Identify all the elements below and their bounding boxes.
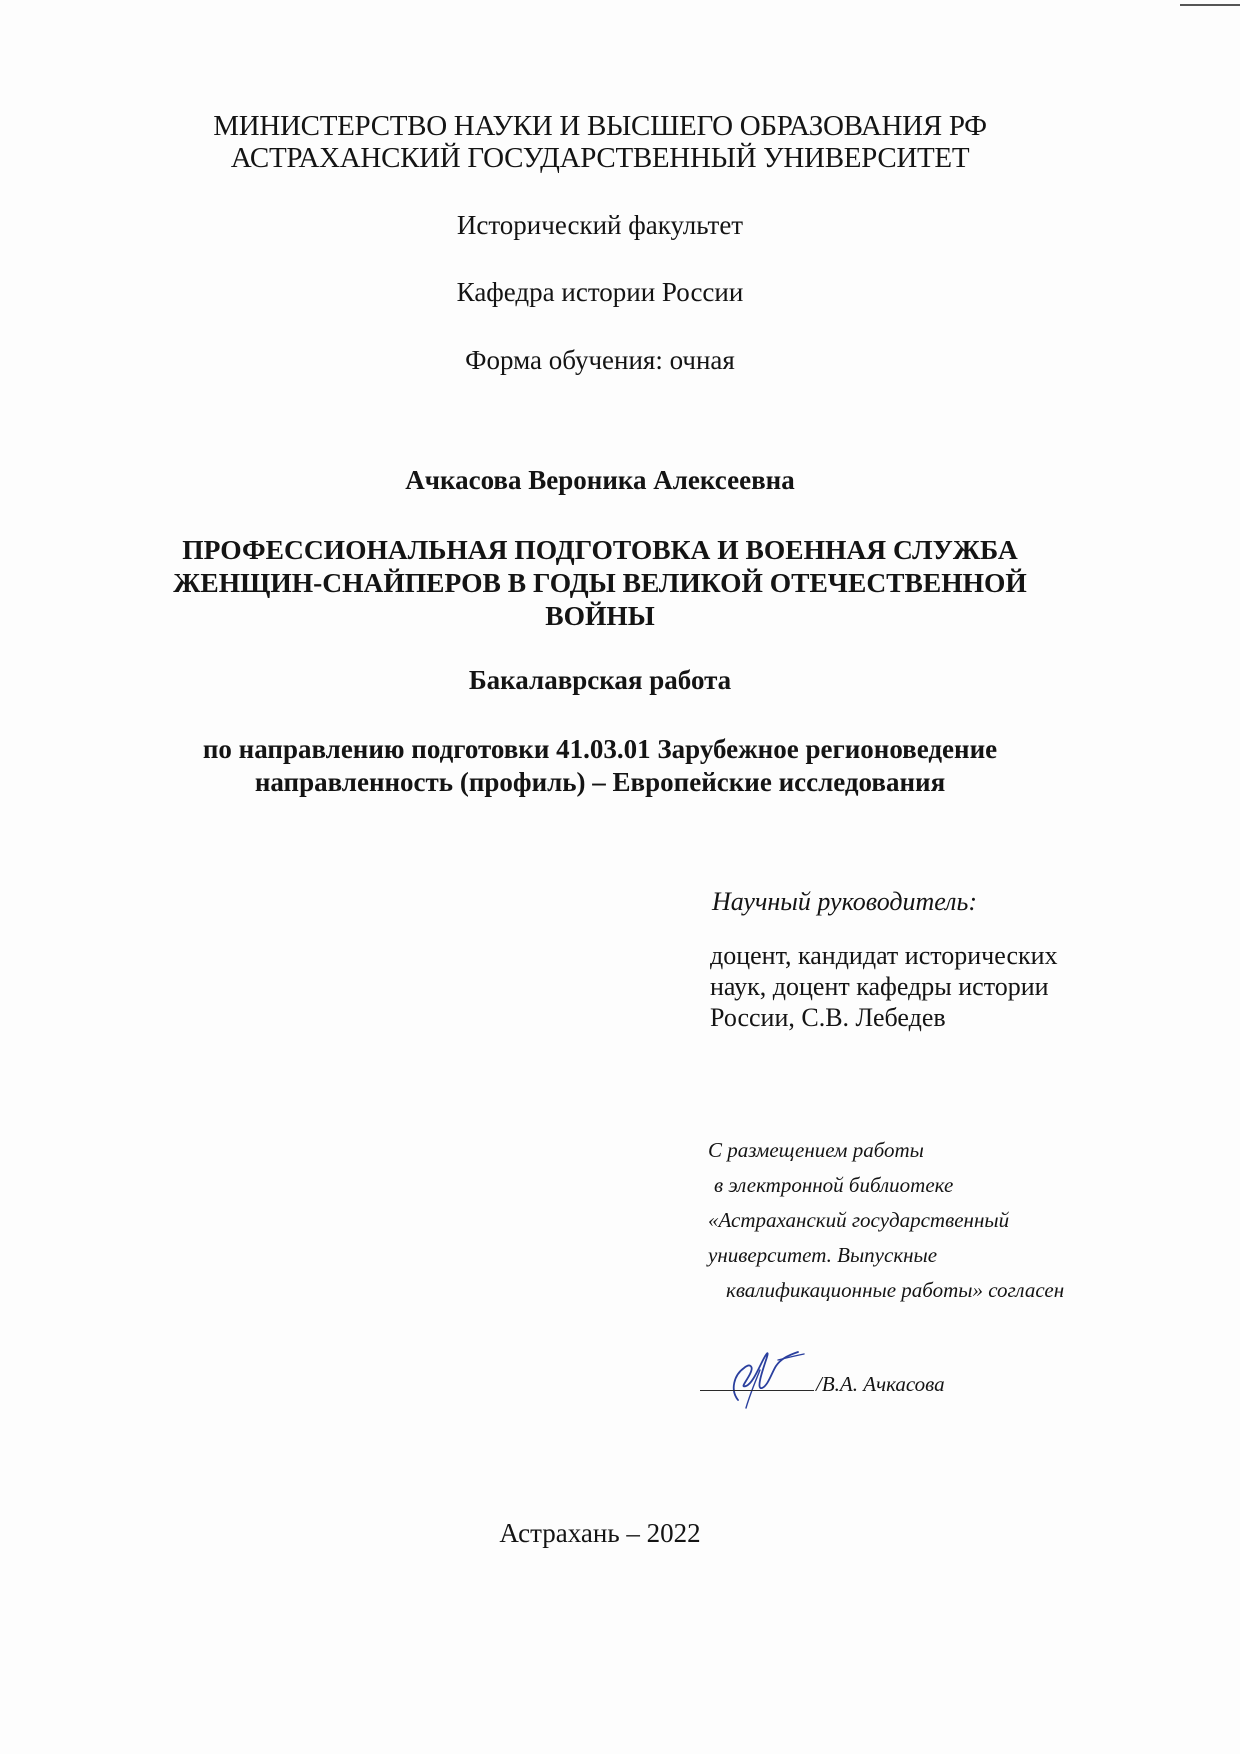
signature-line [700, 1390, 814, 1391]
thesis-title-line: ЖЕНЩИН-СНАЙПЕРОВ В ГОДЫ ВЕЛИКОЙ ОТЕЧЕСТВЕННОЙ [173, 567, 1027, 598]
thesis-title-line: ПРОФЕССИОНАЛЬНАЯ ПОДГОТОВКА И ВОЕННАЯ СЛУЖБА [182, 534, 1018, 565]
library-consent [708, 1133, 1064, 1308]
study-direction [0, 733, 1200, 799]
work-type: Бакалаврская работа [468, 665, 732, 695]
thesis-title [0, 533, 1200, 632]
city-year: Астрахань – 2022 [499, 1518, 701, 1548]
supervisor-details [710, 940, 1058, 1033]
direction-line: по направлению подготовки 41.03.01 Зарубежное регионоведение [202, 734, 998, 764]
institution-header [0, 110, 1200, 174]
university-name: АСТРАХАНСКИЙ ГОСУДАРСТВЕННЫЙ УНИВЕРСИТЕТ [230, 142, 970, 174]
direction-line: направленность (профиль) – Европейские исследования [254, 767, 946, 797]
study-form: Форма обучения: очная [465, 345, 735, 375]
faculty-name: Исторический факультет [456, 210, 744, 240]
consent-line: квалификационные работы» согласен [726, 1278, 1065, 1302]
supervisor-line: доцент, кандидат исторических [710, 941, 1058, 970]
consent-line: в электронной библиотеке [714, 1173, 954, 1197]
supervisor-label: Научный руководитель: [712, 887, 978, 916]
ministry-name: МИНИСТЕРСТВО НАУКИ И ВЫСШЕГО ОБРАЗОВАНИЯ РФ [213, 110, 987, 142]
author-name: Ачкасова Вероника Алексеевна [405, 465, 795, 495]
consent-line: С размещением работы [708, 1138, 924, 1162]
signature-row [700, 1372, 945, 1397]
thesis-title-line: ВОЙНЫ [545, 600, 655, 631]
supervisor-line: наук, доцент кафедры истории [710, 972, 1049, 1001]
consent-line: «Астраханский государственный [708, 1208, 1010, 1232]
scan-edge-mark [1180, 4, 1240, 6]
signer-name: /В.А. Ачкасова [816, 1372, 945, 1396]
department-name: Кафедра истории России [456, 277, 744, 307]
supervisor-line: России, С.В. Лебедев [710, 1003, 946, 1032]
handwritten-signature [700, 1330, 810, 1410]
consent-line: университет. Выпускные [708, 1243, 938, 1267]
